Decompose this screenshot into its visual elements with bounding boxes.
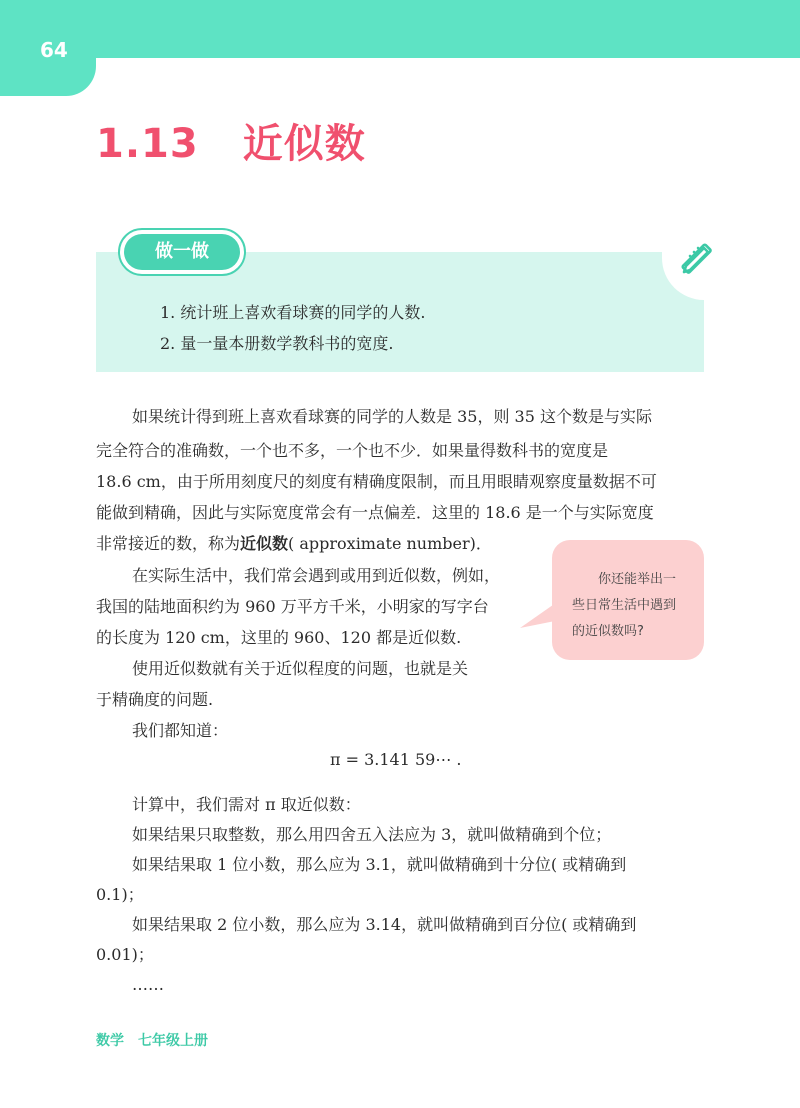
text-line [96,531,492,557]
term-approximate-number: 近似数 [240,534,289,553]
text-line: 我国的陆地面积约为 960 万平方千米，小明家的写字台 [96,597,489,616]
activity-label: 做一做 [124,234,240,270]
book-footer: 数学 七年级上册 [96,1033,208,1049]
text-line: 18.6 cm，由于所用刻度尺的刻度有精确度限制，而且用眼睛观察度量数据不可 [96,472,657,491]
text-line: 我们都知道： [132,721,229,740]
bubble-text-line: 你还能举出一 [598,572,677,587]
text-line: 0.1)； [96,885,144,904]
text-line: 在实际生活中，我们常会遇到或用到近似数，例如， [132,566,501,585]
bubble-text-line: 些日常生活中遇到 [572,598,677,613]
pencil-ruler-icon [678,240,716,278]
text-segment: 非常接近的数，称为 [96,534,241,553]
pi-formula: π = 3.141 59⋯ . [330,750,462,769]
bubble-text-line: 的近似数吗? [572,624,644,639]
text-line: 的长度为 120 cm，这里的 960、120 都是近似数. [96,628,462,647]
section-number: 1.13 [96,121,199,167]
text-line: 能做到精确，因此与实际宽度常会有一点偏差．这里的 18.6 是一个与实际宽度 [96,503,654,522]
text-line: 于精确度的问题. [96,690,214,709]
ellipsis: …… [132,975,164,994]
text-line: 如果统计得到班上喜欢看球赛的同学的人数是 35，则 35 这个数是与实际 [132,407,652,426]
text-line: 计算中，我们需对 π 取近似数： [132,795,361,814]
text-line: 如果结果取 2 位小数，那么应为 3.14，就叫做精确到百分位( 或精确到 [132,915,637,934]
activity-item: 1. 统计班上喜欢看球赛的同学的人数. [160,303,426,322]
text-line: 0.01)； [96,945,154,964]
page-number: 64 [40,38,68,62]
activity-item: 2. 量一量本册数学教科书的宽度. [160,334,394,353]
section-heading: 近似数 [242,121,366,167]
header-band [0,0,800,58]
text-line: 如果结果只取整数，那么用四舍五入法应为 3，就叫做精确到个位； [132,825,612,844]
text-line: 如果结果取 1 位小数，那么应为 3.1，就叫做精确到十分位( 或精确到 [132,855,627,874]
text-segment: ( approximate number)． [288,534,492,553]
section-title [96,112,366,169]
text-line: 完全符合的准确数，一个也不多，一个也不少．如果量得数科书的宽度是 [96,441,609,460]
text-line: 使用近似数就有关于近似程度的问题，也就是关 [132,659,469,678]
